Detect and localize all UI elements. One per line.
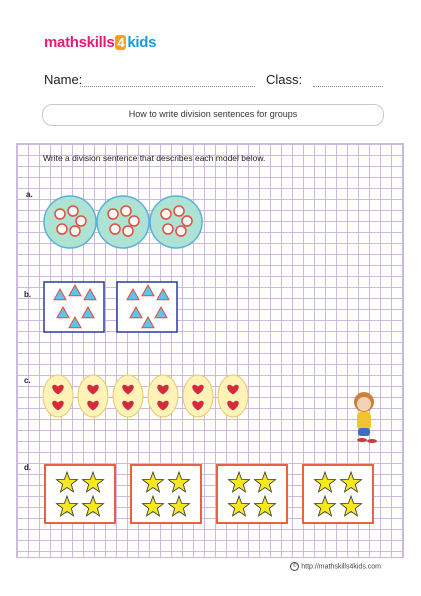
girl-face xyxy=(357,397,371,411)
small-circle xyxy=(108,209,118,219)
small-circle xyxy=(57,224,67,234)
girl-shoe xyxy=(357,438,367,442)
small-circle xyxy=(129,216,139,226)
question-label-d: d. xyxy=(24,463,32,472)
star-box xyxy=(131,465,201,523)
worksheet-title: How to write division sentences for groups xyxy=(128,109,298,119)
footer-url: http://mathskills4kids.com xyxy=(301,563,381,571)
small-circle xyxy=(174,206,184,216)
small-circle xyxy=(76,216,86,226)
circle-group xyxy=(150,196,202,248)
heart-oval xyxy=(43,375,73,417)
small-circle xyxy=(161,209,171,219)
star-box xyxy=(303,465,373,523)
heart-oval xyxy=(218,375,248,417)
small-circle xyxy=(123,226,133,236)
copyright-icon: © xyxy=(290,562,299,571)
question-label-b: b. xyxy=(24,290,32,299)
name-label: Name: xyxy=(44,72,83,87)
heart-oval xyxy=(148,375,178,417)
small-circle xyxy=(176,226,186,236)
instructions: Write a division sentence that describes each model below. xyxy=(43,153,266,163)
girl-shirt xyxy=(357,412,371,430)
girl-shorts xyxy=(358,428,370,436)
small-circle xyxy=(182,216,192,226)
circle-group xyxy=(44,196,96,248)
star-box xyxy=(217,465,287,523)
logo-text-number: 4 xyxy=(117,35,125,50)
heart-oval xyxy=(78,375,108,417)
question-label-c: c. xyxy=(24,376,31,385)
circle-group xyxy=(97,196,149,248)
footer xyxy=(290,562,381,571)
small-circle xyxy=(55,209,65,219)
girl-shoe xyxy=(367,439,377,443)
class-label: Class: xyxy=(266,72,303,87)
small-circle xyxy=(68,206,78,216)
small-circle xyxy=(110,224,120,234)
small-circle xyxy=(70,226,80,236)
heart-oval xyxy=(183,375,213,417)
star-box xyxy=(45,465,115,523)
question-label-a: a. xyxy=(26,190,33,199)
small-circle xyxy=(163,224,173,234)
small-circle xyxy=(121,206,131,216)
logo-text-end: kids xyxy=(127,34,157,51)
logo-text-main: mathskills xyxy=(44,34,115,51)
heart-oval xyxy=(113,375,143,417)
